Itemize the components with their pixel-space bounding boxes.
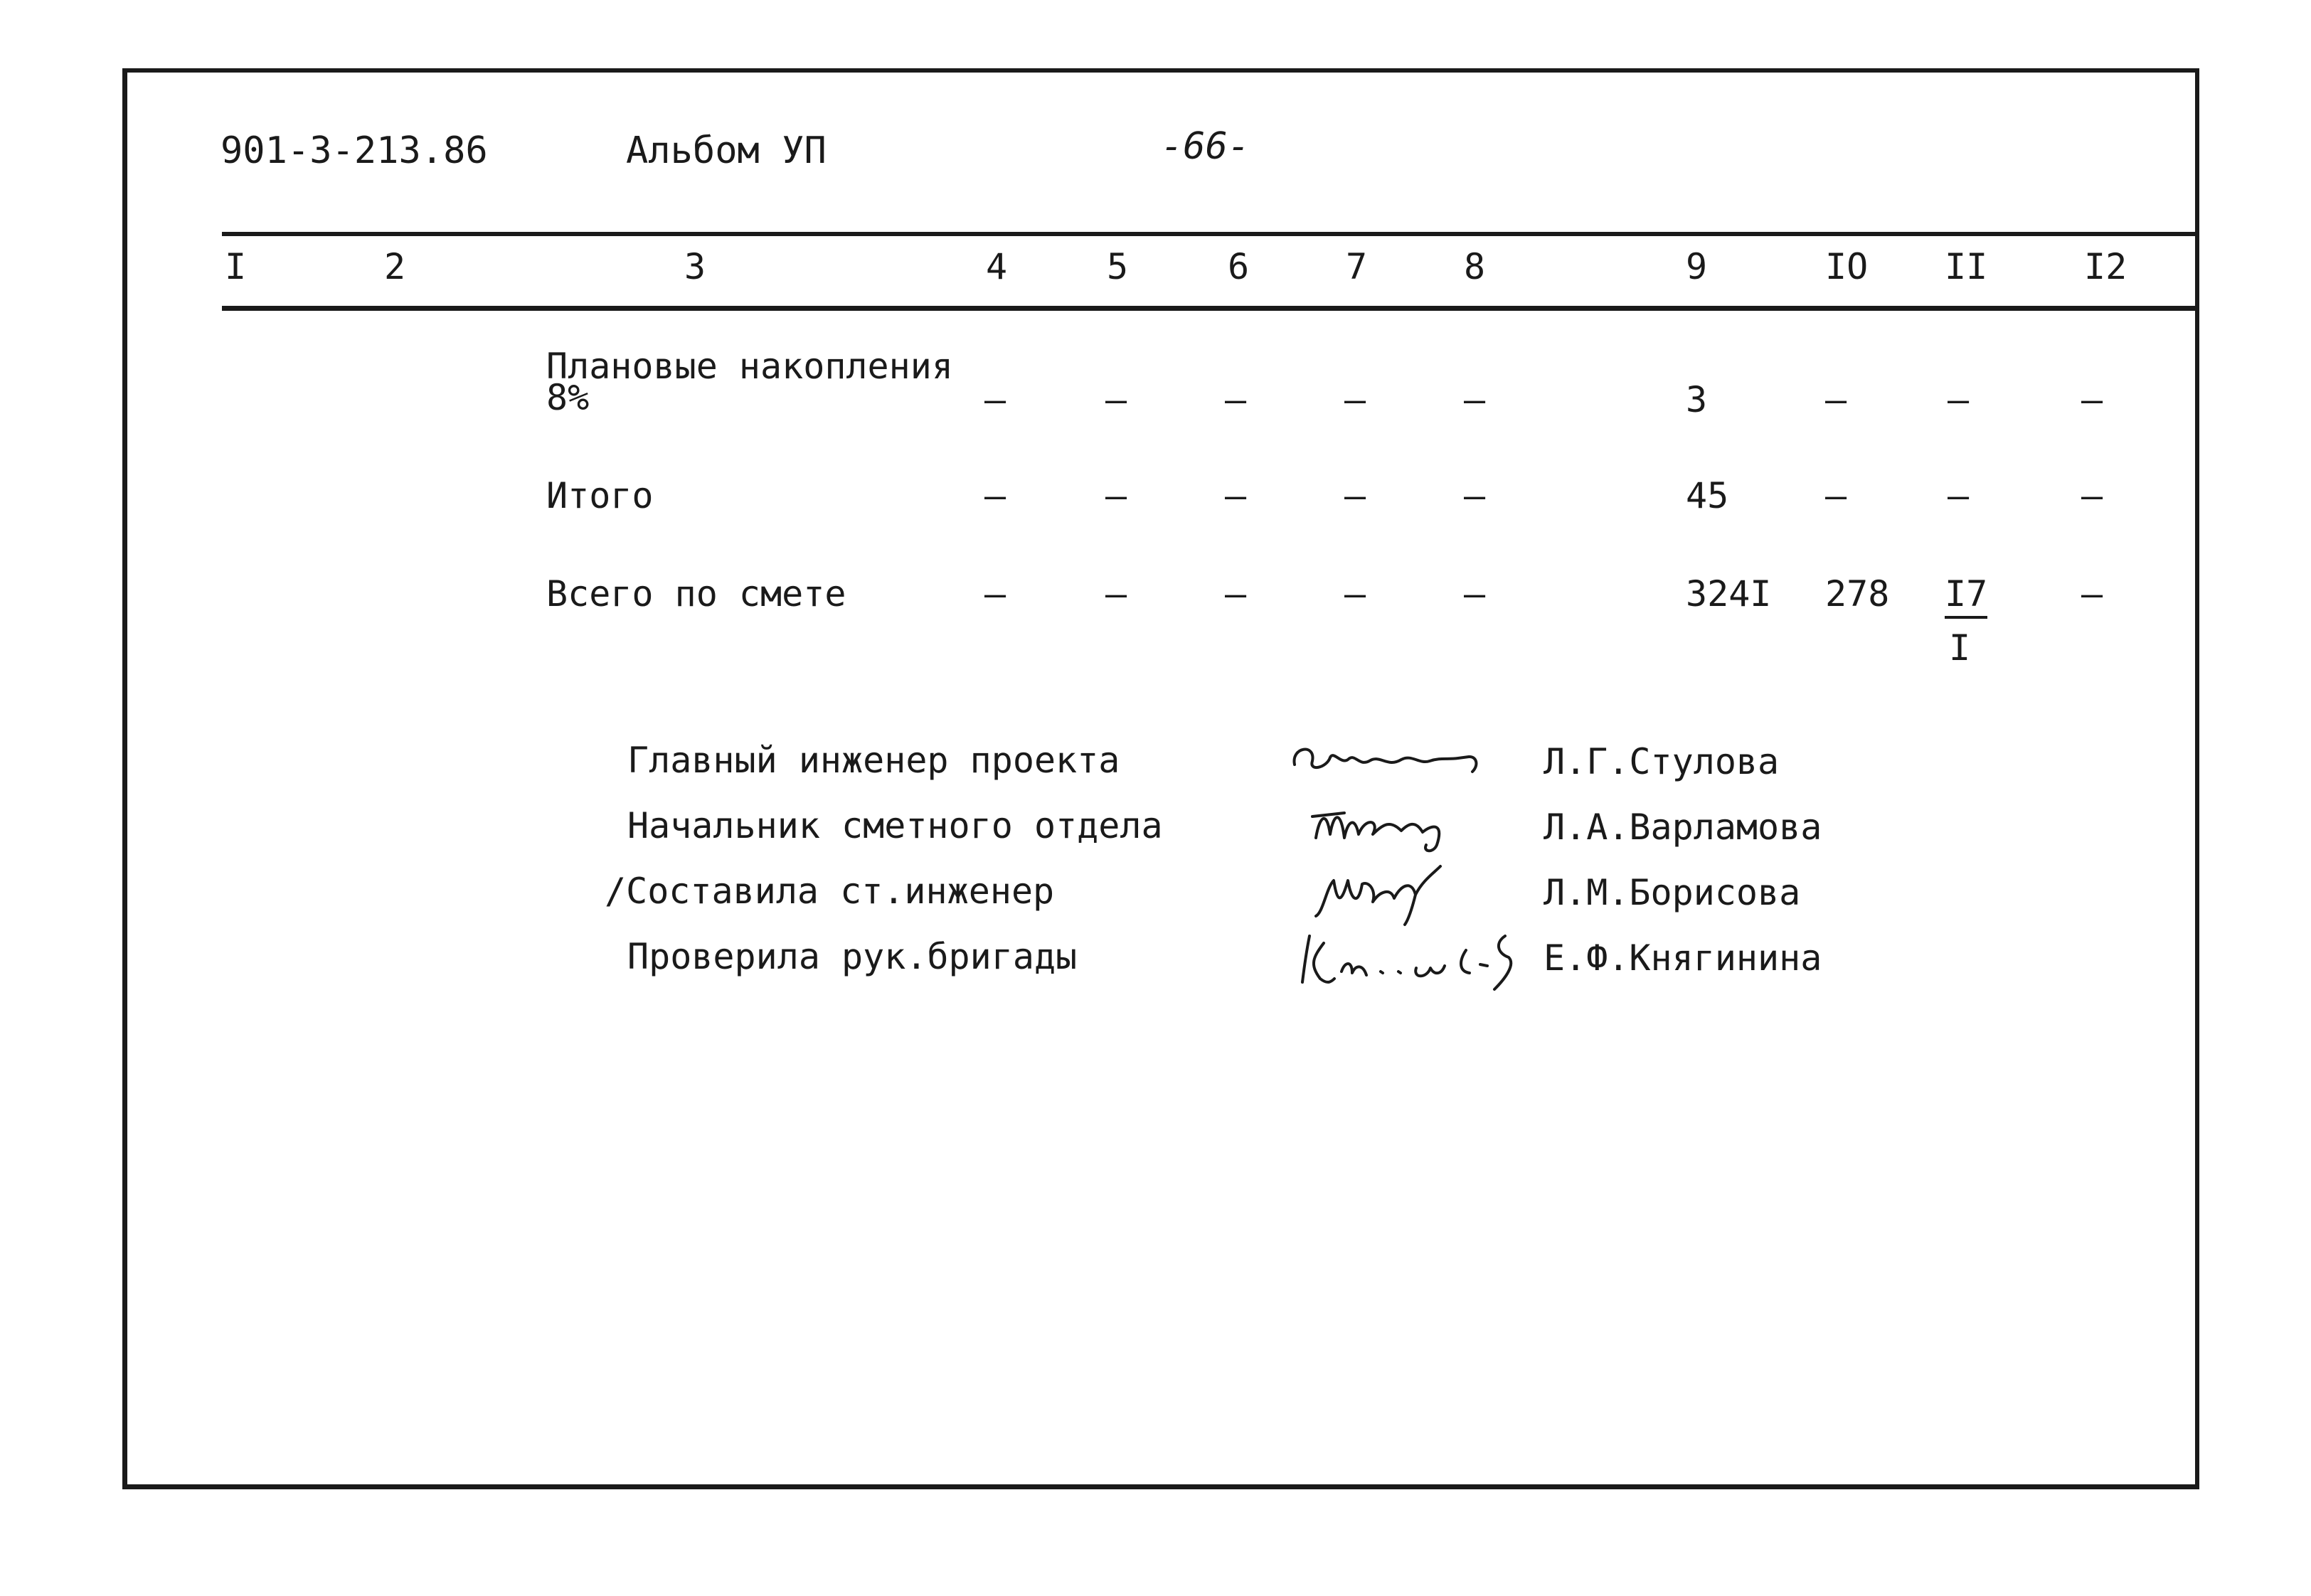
- col-header-12: I2: [2084, 246, 2127, 287]
- signatory-position: Главный инженер проекта: [627, 740, 1120, 781]
- cell-c9: 45: [1686, 475, 1729, 516]
- col-header-1: I: [225, 246, 247, 287]
- signatory-name: Е.Ф.Княгинина: [1544, 937, 1822, 979]
- col-header-5: 5: [1107, 246, 1129, 287]
- cell-c5: –: [1105, 475, 1127, 516]
- cell-c12: –: [2081, 379, 2103, 420]
- row-name: Всего по смете: [546, 573, 846, 615]
- cell-c6: –: [1225, 475, 1247, 516]
- album-label: Альбом УП: [626, 129, 827, 172]
- cell-c8: –: [1464, 379, 1486, 420]
- cell-c4: –: [984, 573, 1006, 615]
- page-frame: [122, 68, 2199, 1489]
- col-header-8: 8: [1464, 246, 1486, 287]
- cell-c7: –: [1344, 573, 1366, 615]
- cell-c7: –: [1344, 379, 1366, 420]
- cell-c11-numerator: [1945, 573, 1988, 615]
- table-header-rule: [222, 306, 2199, 311]
- col-header-6: 6: [1228, 246, 1250, 287]
- col-header-7: 7: [1346, 246, 1368, 287]
- col-header-3: 3: [684, 246, 706, 287]
- cell-c11: –: [1948, 475, 1970, 516]
- signature-knyaginina: [1292, 922, 1526, 1000]
- cell-c4: –: [984, 379, 1006, 420]
- cell-c10: –: [1825, 475, 1847, 516]
- cell-c9: 324I: [1686, 573, 1772, 615]
- signatory-name: Л.А.Варламова: [1544, 807, 1822, 848]
- signatory-name: Л.М.Борисова: [1544, 872, 1801, 913]
- col-header-4: 4: [986, 246, 1008, 287]
- col-header-11: II: [1945, 246, 1988, 287]
- cell-c4: –: [984, 475, 1006, 516]
- signatory-position: /Составила ст.инженер: [605, 871, 1055, 912]
- row-name: Плановые накопления: [546, 346, 953, 387]
- cell-c9: 3: [1686, 379, 1708, 420]
- cell-c6: –: [1225, 573, 1247, 615]
- doc-code: 901-3-213.86: [221, 129, 488, 172]
- signatory-position: Проверила рук.бригады: [627, 936, 1078, 977]
- col-header-9: 9: [1686, 246, 1708, 287]
- page-number: -66-: [1161, 125, 1250, 168]
- cell-c5: –: [1105, 573, 1127, 615]
- cell-c8: –: [1464, 573, 1486, 615]
- signature-varlamova: [1302, 795, 1487, 859]
- cell-c12: –: [2081, 573, 2103, 615]
- col-header-10: IO: [1825, 246, 1869, 287]
- signature-borisova: [1309, 859, 1465, 930]
- table-top-rule: [222, 232, 2199, 236]
- cell-c10: –: [1825, 379, 1847, 420]
- cell-c8: –: [1464, 475, 1486, 516]
- cell-c11: –: [1948, 379, 1970, 420]
- cell-c6: –: [1225, 379, 1247, 420]
- signatory-name: Л.Г.Стулова: [1544, 741, 1780, 782]
- cell-c12: –: [2081, 475, 2103, 516]
- cell-c10: 278: [1825, 573, 1890, 615]
- signature-stulova: [1287, 733, 1501, 782]
- cell-c11-denominator: I: [1949, 627, 1971, 669]
- row-name: Итого: [546, 475, 654, 516]
- row-name-line2: 8%: [546, 377, 590, 418]
- cell-c11-numerator-text: I7: [1945, 573, 1987, 619]
- signatory-position: Начальник сметного отдела: [627, 805, 1163, 846]
- cell-c5: –: [1105, 379, 1127, 420]
- cell-c7: –: [1344, 475, 1366, 516]
- col-header-2: 2: [384, 246, 406, 287]
